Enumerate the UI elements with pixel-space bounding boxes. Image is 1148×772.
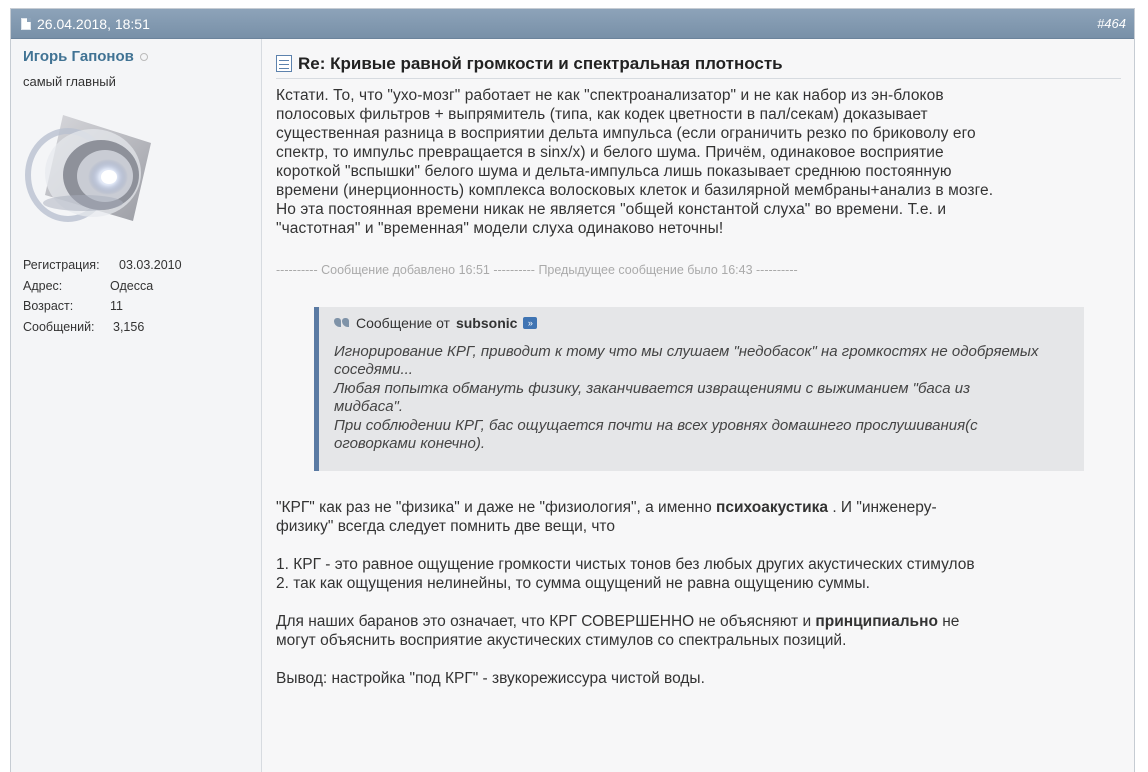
post-header bbox=[11, 9, 1134, 39]
bold-term: психоакустика bbox=[716, 499, 828, 516]
post-number-link[interactable]: #464 bbox=[1097, 16, 1126, 31]
username-link[interactable]: Игорь Гапонов bbox=[23, 48, 134, 65]
text-span: физику" всегда следует помнить две вещи, что bbox=[276, 518, 615, 535]
quote-text bbox=[334, 343, 1049, 453]
speaker-avatar-image bbox=[23, 103, 163, 233]
message-column bbox=[262, 39, 1134, 772]
merge-notice: ---------- Сообщение добавлено 16:51 ---------- Предыдущее сообщение было 16:43 ---------- bbox=[276, 263, 798, 277]
quote-line: При соблюдении КРГ, бас ощущается почти на всех уровнях домашнего прослушивания(с bbox=[334, 416, 978, 434]
text-span: могут объяснить восприятие акустических стимулов со спектральных позиций. bbox=[276, 632, 847, 649]
info-value: Одесса bbox=[110, 278, 154, 293]
text-span: "КРГ" как раз не "физика" и даже не "физиология", а именно bbox=[276, 499, 712, 516]
quote-block bbox=[314, 307, 1084, 471]
user-sidebar bbox=[11, 39, 262, 772]
avatar[interactable] bbox=[23, 103, 163, 233]
list-item: 2. так как ощущения нелинейны, то сумма ощущений не равна ощущению суммы. bbox=[276, 575, 870, 592]
text-span: . И "инженеру- bbox=[832, 499, 937, 516]
text-span: Для наших баранов это означает, что КРГ СОВЕРШЕННО не объясняют и bbox=[276, 613, 812, 630]
offline-status-icon bbox=[140, 53, 148, 61]
quote-author: subsonic bbox=[455, 315, 518, 331]
info-value: 3,156 bbox=[113, 320, 145, 335]
paragraph bbox=[276, 612, 1116, 650]
quote-line: соседями... bbox=[334, 361, 413, 379]
forum-post bbox=[10, 8, 1135, 772]
quote-prefix: Сообщение от bbox=[356, 315, 450, 331]
bold-term: принципиально bbox=[815, 613, 938, 630]
post-title: Re: Кривые равной громкости и спектральная плотность bbox=[298, 53, 783, 73]
message-line: времени (инерционность) комплекса волосковых клеток и базилярной мембраны+анализ в мозге. bbox=[276, 182, 994, 199]
text-span: не bbox=[942, 613, 960, 630]
message-line: "частотная" и "временная" модели слуха одинаково неточны! bbox=[276, 220, 724, 237]
post-date: 26.04.2018, 18:51 bbox=[37, 15, 150, 32]
quote-header bbox=[334, 315, 1068, 331]
message-text bbox=[276, 86, 1121, 238]
user-info bbox=[23, 255, 249, 337]
quote-line: оговорками конечно). bbox=[334, 435, 486, 453]
post-date-icon bbox=[21, 18, 31, 30]
message-line: полосовых фильтров + выпрямитель (типа, как кодек цветности в пал/секам) доказывает bbox=[276, 106, 928, 123]
message-line: Кстати. То, что "ухо-мозг" работает не как "спектроанализатор" и не как набор из эн-блоков bbox=[276, 87, 944, 104]
quote-line: Любая попытка обмануть физику, заканчивается извращениями с выжиманием "баса из bbox=[334, 379, 971, 397]
info-label: Сообщений: bbox=[23, 320, 95, 335]
info-value: 03.03.2010 bbox=[119, 258, 182, 273]
conclusion: Вывод: настройка "под КРГ" - звукорежиссура чистой воды. bbox=[276, 670, 705, 687]
message-line: существенная разница в восприятии дельта импульса (если ограничить резко по бриковолу его bbox=[276, 125, 976, 142]
quote-line: Игнорирование КРГ, приводит к тому что мы слушаем "недобасок" на громкостях не одобряемых bbox=[334, 343, 1039, 360]
paragraph bbox=[276, 498, 1116, 536]
user-info-row bbox=[23, 255, 249, 276]
message-line: короткой "вспышки" белого шума и дельта-импульса лишь показывает среднюю постоянную bbox=[276, 163, 952, 180]
view-post-icon[interactable]: » bbox=[523, 317, 537, 329]
post-date-group bbox=[21, 16, 150, 32]
user-info-row bbox=[23, 317, 249, 338]
list-item: 1. КРГ - это равное ощущение громкости чистых тонов без любых других акустических стимулов bbox=[276, 556, 975, 573]
username-row bbox=[23, 48, 249, 65]
message-line: спектр, то импульс превращается в sinx/x) и белого шума. Причём, одинаковое восприятие bbox=[276, 144, 944, 161]
post-title-row bbox=[276, 49, 1121, 79]
list-paragraph bbox=[276, 555, 1116, 593]
info-label: Регистрация: bbox=[23, 258, 100, 273]
info-label: Возраст: bbox=[23, 299, 74, 314]
info-value: 11 bbox=[110, 299, 123, 314]
quote-icon bbox=[334, 318, 350, 328]
message-line: Но эта постоянная времени никак не является "общей константой слуха" во времени. Т.е. и bbox=[276, 201, 947, 218]
post-body bbox=[11, 39, 1134, 772]
user-title: самый главный bbox=[23, 74, 116, 89]
info-label: Адрес: bbox=[23, 278, 63, 293]
user-info-row bbox=[23, 276, 249, 297]
post-icon bbox=[276, 55, 292, 72]
quote-line: мидбаса". bbox=[334, 398, 404, 416]
user-info-row bbox=[23, 296, 249, 317]
message-text-continued bbox=[276, 498, 1116, 688]
